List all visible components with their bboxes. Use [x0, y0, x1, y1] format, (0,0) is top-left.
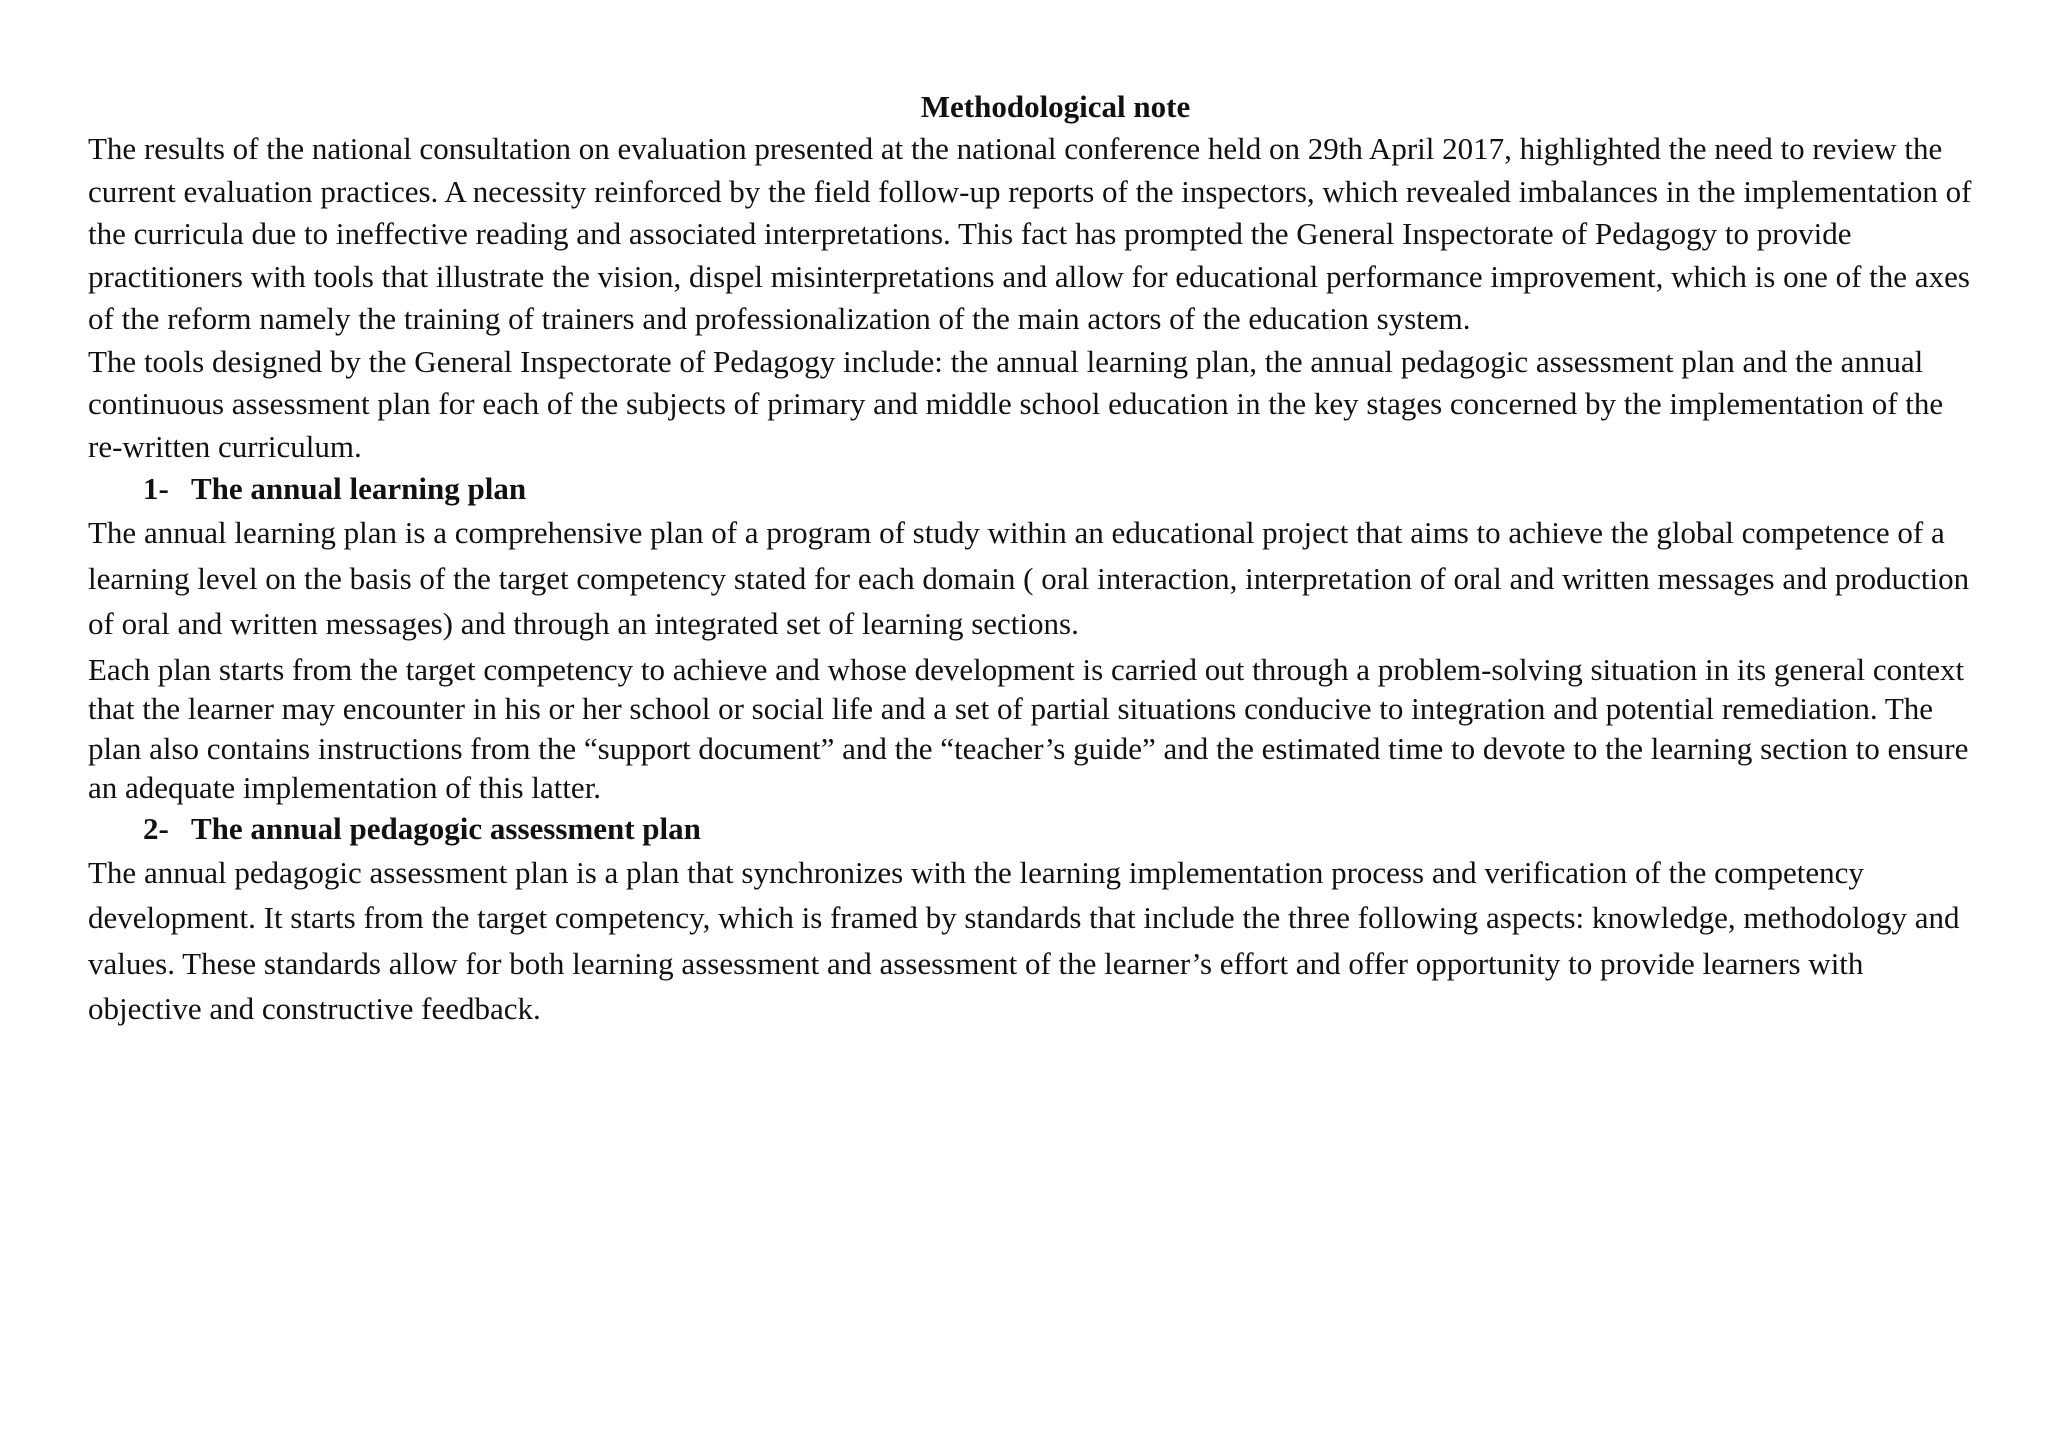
section-number: 1-: [143, 471, 169, 506]
section-heading-learning-plan: [88, 468, 1983, 510]
section-heading-text: The annual pedagogic assessment plan: [191, 810, 701, 846]
section-heading-text: The annual learning plan: [191, 471, 527, 506]
section-number: 2-: [143, 810, 169, 846]
document-title: Methodological note: [920, 89, 1191, 124]
intro-paragraph-2: The tools designed by the General Inspectorate of Pedagogy include: the annual learning plan, the annual pedagogic assessment plan and the annual continuous assessment plan for each of the subjects of primary and middle school education in the key stages concerned by the implementation of the re-written curriculum.: [88, 343, 1944, 464]
learning-plan-paragraph-2: Each plan starts from the target competency to achieve and whose development is carried out through a problem-solving situation in its general context that the learner may encounter in his or her school or social life and a set of partial situations conducive to integration and potential remediation. The plan also contains instructions from the “support document” and the “teacher’s guide” and the estimated time to devote to the learning section to ensure an adequate implementation of this latter.: [88, 651, 1969, 805]
learning-plan-paragraph-1: The annual learning plan is a comprehensive plan of a program of study within an educational project that aims to achieve the global competence of a learning level on the basis of the target competency stated for each domain ( oral interaction, interpretation of oral and written messages and production of oral and written messages) and through an integrated set of learning sections.: [88, 515, 1970, 641]
section-heading-assessment-plan: [88, 808, 1983, 850]
intro-paragraph-1: The results of the national consultation on evaluation presented at the national conference held on 29th April 2017, highlighted the need to review the current evaluation practices. A necessity reinforced by the field follow-up reports of the inspectors, which revealed imbalances in the implementation of the curricula due to ineffective reading and associated interpretations. This fact has prompted the General Inspectorate of Pedagogy to provide practitioners with tools that illustrate the vision, dispel misinterpretations and allow for educational performance improvement, which is one of the axes of the reform namely the training of trainers and professionalization of the main actors of the education system.: [88, 131, 1972, 336]
assessment-plan-paragraph-1: The annual pedagogic assessment plan is a plan that synchronizes with the learning implementation process and verification of the competency development. It starts from the target competency, which is framed by standards that include the three following aspects: knowledge, methodology and values. These standards allow for both learning assessment and assessment of the learner’s effort and offer opportunity to provide learners with objective and constructive feedback.: [88, 854, 1960, 1026]
document-page: [88, 86, 1983, 1032]
